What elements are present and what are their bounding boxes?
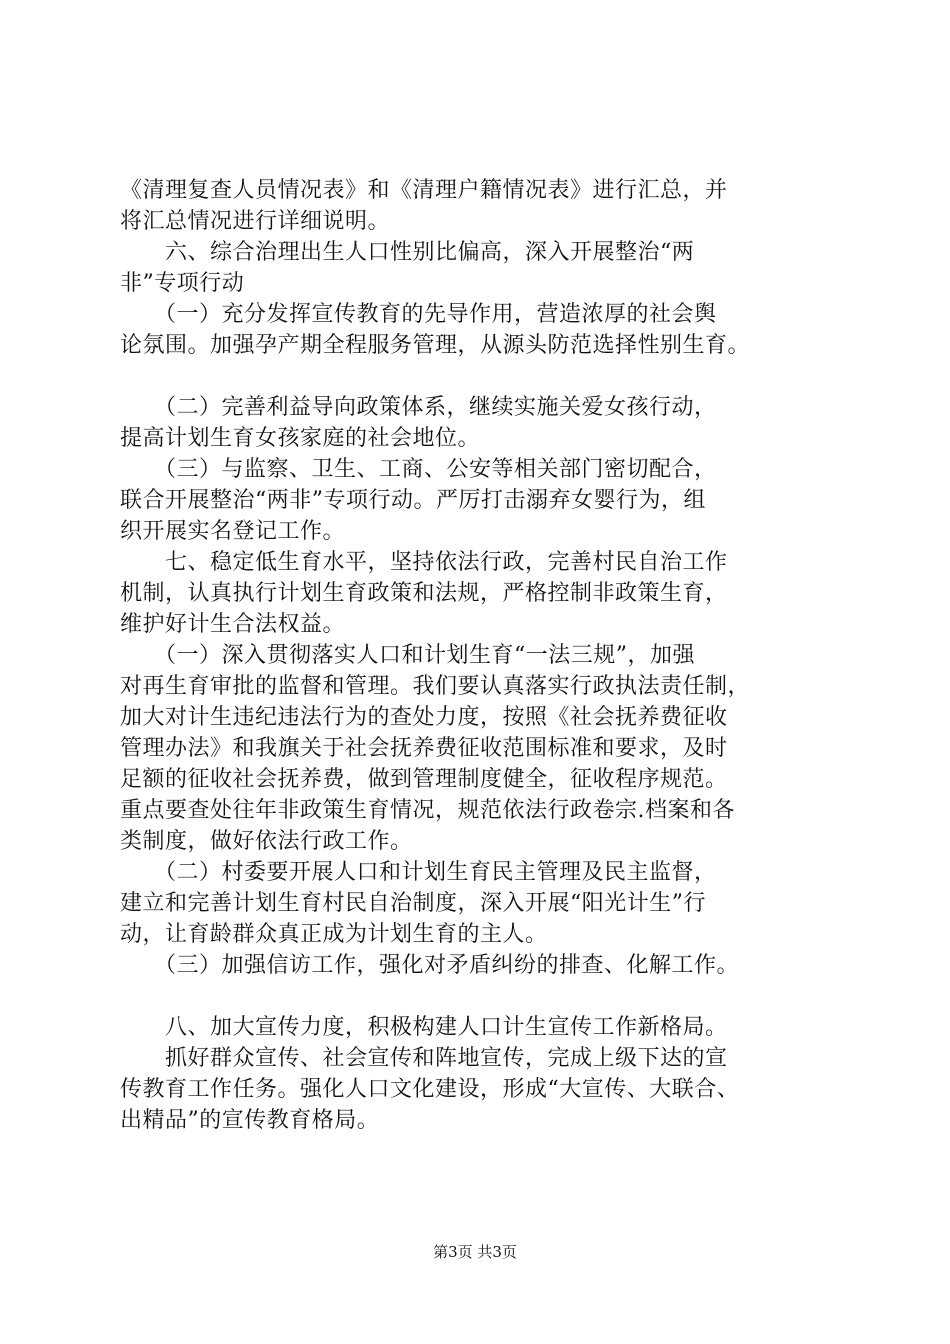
text-line: 抓好群众宣传、社会宣传和阵地宣传，完成上级下达的宣	[120, 1046, 728, 1071]
page-number-footer: 第3页 共3页	[433, 1243, 517, 1261]
text-line: 非”专项行动	[120, 271, 245, 296]
blank-line	[120, 361, 840, 392]
text-line: 管理办法》和我旗关于社会抚养费征收范围标准和要求，及时	[120, 736, 728, 761]
text-line: 八、加大宣传力度，积极构建人口计生宣传工作新格局。	[120, 1015, 728, 1040]
text-line: （三）加强信访工作，强化对矛盾纠纷的排查、化解工作。	[120, 953, 740, 978]
text-line: 《清理复查人员情况表》和《清理户籍情况表》进行汇总，并	[120, 178, 728, 203]
text-line: 机制，认真执行计划生育政策和法规，严格控制非政策生育，	[120, 581, 728, 606]
text-line: 加大对计生违纪违法行为的查处力度，按照《社会抚养费征收	[120, 705, 728, 730]
text-line: 足额的征收社会抚养费，做到管理制度健全，征收程序规范。	[120, 767, 728, 792]
text-line: 提高计划生育女孩家庭的社会地位。	[120, 426, 481, 451]
text-line: （一）深入贯彻落实人口和计划生育“一法三规”，加强	[120, 643, 695, 668]
text-line: （二）村委要开展人口和计划生育民主管理及民主监督，	[120, 860, 717, 885]
text-line: 六、综合治理出生人口性别比偏高，深入开展整治“两	[120, 240, 695, 265]
document-body	[120, 175, 840, 1136]
text-line: （一）充分发挥宣传教育的先导作用，营造浓厚的社会舆	[120, 302, 717, 327]
text-line: 织开展实名登记工作。	[120, 519, 346, 544]
text-line: 传教育工作任务。强化人口文化建设，形成“大宣传、大联合、	[120, 1077, 740, 1102]
text-line: 维护好计生合法权益。	[120, 612, 346, 637]
text-line: 建立和完善计划生育村民自治制度，深入开展“阳光计生”行	[120, 891, 706, 916]
text-line: （二）完善利益导向政策体系，继续实施关爱女孩行动，	[120, 395, 717, 420]
text-line: （三）与监察、卫生、工商、公安等相关部门密切配合，	[120, 457, 717, 482]
blank-line	[120, 981, 840, 1012]
text-line: 类制度，做好依法行政工作。	[120, 829, 413, 854]
text-line: 动，让育龄群众真正成为计划生育的主人。	[120, 922, 548, 947]
text-line: 联合开展整治“两非”专项行动。严厉打击溺弃女婴行为，组	[120, 488, 706, 513]
text-line: 出精品”的宣传教育格局。	[120, 1108, 380, 1133]
text-line: 七、稳定低生育水平，坚持依法行政，完善村民自治工作	[120, 550, 728, 575]
text-line: 将汇总情况进行详细说明。	[120, 209, 391, 234]
text-line: 论氛围。加强孕产期全程服务管理，从源头防范选择性别生育。	[120, 333, 751, 358]
text-line: 对再生育审批的监督和管理。我们要认真落实行政执法责任制，	[120, 674, 751, 699]
text-line: 重点要查处往年非政策生育情况，规范依法行政卷宗.档案和各	[120, 798, 735, 823]
